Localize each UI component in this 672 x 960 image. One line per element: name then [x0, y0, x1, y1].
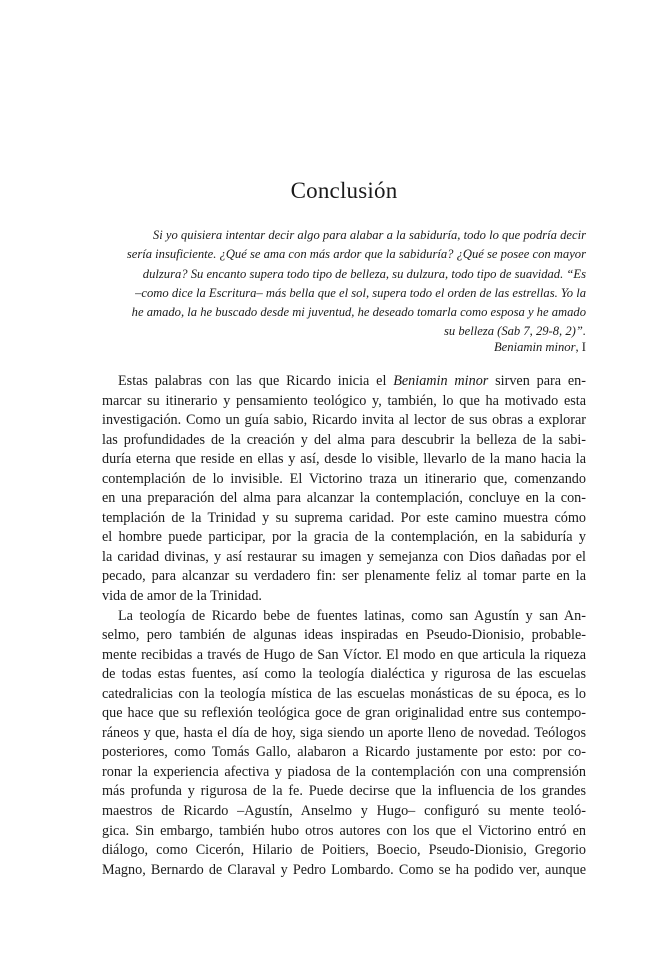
paragraph-line: que hace que su reflexión teológica goce de gran originalidad entre sus contempo- — [102, 705, 586, 722]
paragraph-line: gica. Sin embargo, también hubo otros autores con los que el Victorino entró en — [102, 822, 586, 839]
paragraph-line: de todas estas fuentes, así como la teología dialéctica y rigurosa de las escuelas — [102, 666, 586, 683]
text-run: Estas palabras con las que Ricardo inicia el — [118, 373, 394, 389]
paragraph-line: La teología de Ricardo bebe de fuentes latinas, como san Agustín y san An- — [118, 607, 586, 624]
paragraph-line: Magno, Bernardo de Claraval y Pedro Lombardo. Como se ha podido ver, aunque — [102, 861, 586, 878]
epigraph-line: he amado, la he buscado desde mi juventud, he deseado tomarla como esposa y he amado — [131, 305, 586, 320]
paragraph-line: contemplación de lo invisible. El Victorino traza un itinerario que, comenzando — [102, 470, 586, 487]
text-run: sirven para en- — [488, 373, 587, 389]
paragraph-line: posteriores, como Tomás Gallo, alabaron a Ricardo justamente por esto: por co- — [102, 744, 586, 761]
paragraph-line: diálogo, como Cicerón, Hilario de Poitiers, Boecio, Pseudo-Dionisio, Gregorio — [102, 842, 586, 859]
paragraph-line: maestros de Ricardo –Agustín, Anselmo y Hugo– configuró su mente teoló- — [102, 803, 586, 820]
paragraph-line: el hombre puede participar, por la gracia de la contemplación, en la sabiduría y — [102, 529, 586, 546]
attribution-work-title: Beniamin minor — [493, 340, 576, 354]
paragraph-line: ráneos y que, hasta el día de hoy, siga siendo un aporte lleno de novedad. Teólogos — [102, 724, 586, 741]
paragraph-line: templación de la Trinidad y su suprema caridad. Por este camino muestra cómo — [102, 509, 586, 526]
paragraph-line: catedralicias con la teología mística de las escuelas monásticas de su época, es lo — [102, 685, 586, 702]
paragraph-line: la caridad divinas, y así restaurar su imagen y semejanza con Dios dañadas por el — [102, 548, 586, 565]
epigraph-line: dulzura? Su encanto supera todo tipo de belleza, su dulzura, todo tipo de suavidad. “Es — [142, 266, 586, 281]
book-title-italic: Beniamin minor — [393, 373, 489, 389]
paragraph-line: más profunda y rigurosa de la fe. Puede decirse que la influencia de los grandes — [102, 783, 586, 800]
epigraph-line: su belleza (Sab 7, 29-8, 2)”. — [443, 324, 586, 339]
attribution-reference: , I — [575, 340, 586, 354]
paragraph-line: selmo, pero también de algunas ideas inspiradas en Pseudo-Dionisio, probable- — [102, 627, 586, 644]
chapter-title: Conclusión — [290, 178, 398, 203]
paragraph-line: duría eterna que reside en ellas y así, desde lo visible, llevarlo de la mano hacia la — [102, 451, 586, 468]
paragraph-line — [102, 372, 586, 392]
epigraph-line: Si yo quisiera intentar decir algo para alabar a la sabiduría, todo lo que podría decir — [152, 228, 586, 242]
epigraph-line: –como dice la Escritura– más bella que el sol, supera todo el orden de las estrellas. Yo la — [135, 285, 586, 300]
epigraph-quote — [116, 226, 586, 342]
paragraph-line: ronar la experiencia afectiva y piadosa de la contemplación con una comprensión — [102, 763, 586, 780]
paragraph-line: mente recibidas a través de Hugo de San Víctor. El modo en que articula la riqueza — [102, 646, 586, 663]
paragraph-line: marcar su itinerario y pensamiento teológico y, también, lo que ha motivado esta — [102, 392, 586, 409]
paragraph-line: pecado, para alcanzar su verdadero fin: ser plenamente feliz al tomar parte en la — [102, 568, 586, 585]
paragraph-line: las profundidades de la creación y del alma para descubrir la belleza de la sabi- — [102, 431, 586, 448]
body-text — [102, 372, 586, 880]
paragraph-line: en una preparación del alma para alcanzar la contemplación, concluye en la con- — [102, 490, 586, 507]
paragraph-line: investigación. Como un guía sabio, Ricardo invita al lector de sus obras a explorar — [102, 412, 586, 429]
paragraph-line: vida de amor de la Trinidad. — [102, 588, 262, 605]
epigraph-attribution — [494, 340, 586, 355]
epigraph-line: sería insuficiente. ¿Qué se ama con más ardor que la sabiduría? ¿Qué se posee con mayor — [126, 247, 586, 262]
